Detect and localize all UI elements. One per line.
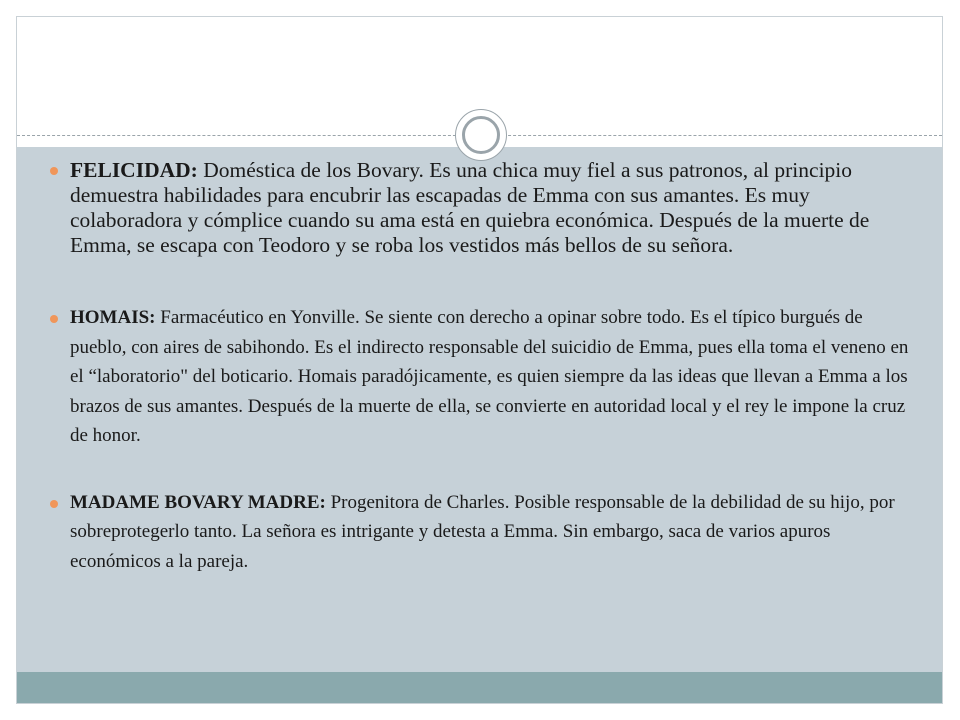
ring-ornament-icon bbox=[455, 109, 507, 161]
list-item bbox=[32, 158, 912, 258]
list-item bbox=[32, 488, 912, 577]
character-description: Farmacéutico en Yonville. Se siente con derecho a opinar sobre todo. Es el típico burgués de pueblo, con aires de sabihondo. Es el indirecto responsable del suicidio de Emma, pues ella toma el veneno en el “laboratorio" del boticario. Homais paradójicamente, es quien siempre da las ideas que llevan a Emma a los brazos de sus amantes. Después de la muerte de ella, se convierte en autoridad local y el rey le impone la cruz de honor. bbox=[70, 307, 909, 446]
character-description: Doméstica de los Bovary. Es una chica muy fiel a sus patronos, al principio demuestra habilidades para encubrir las escapadas de Emma con sus amantes. Es muy colaboradora y cómplice cuando su ama está en quiebra económica. Después de la muerte de Emma, se escapa con Teodoro y se roba los vestidos más bellos de su señora. bbox=[70, 158, 870, 257]
bullet-icon bbox=[50, 167, 58, 175]
character-name: MADAME BOVARY MADRE: bbox=[70, 491, 326, 513]
character-list bbox=[32, 158, 912, 576]
footer-band bbox=[17, 672, 942, 704]
character-name: FELICIDAD: bbox=[70, 158, 198, 182]
bullet-icon bbox=[50, 500, 58, 508]
character-name: HOMAIS: bbox=[70, 307, 156, 328]
list-item bbox=[32, 303, 912, 451]
ring-inner-circle bbox=[462, 116, 500, 154]
bullet-icon bbox=[50, 315, 58, 323]
character-description: Progenitora de Charles. Posible responsable de la debilidad de su hijo, por sobreprotegerlo tanto. La señora es intrigante y detesta a Emma. Sin embargo, saca de varios apuros económicos a la pareja. bbox=[70, 491, 895, 572]
